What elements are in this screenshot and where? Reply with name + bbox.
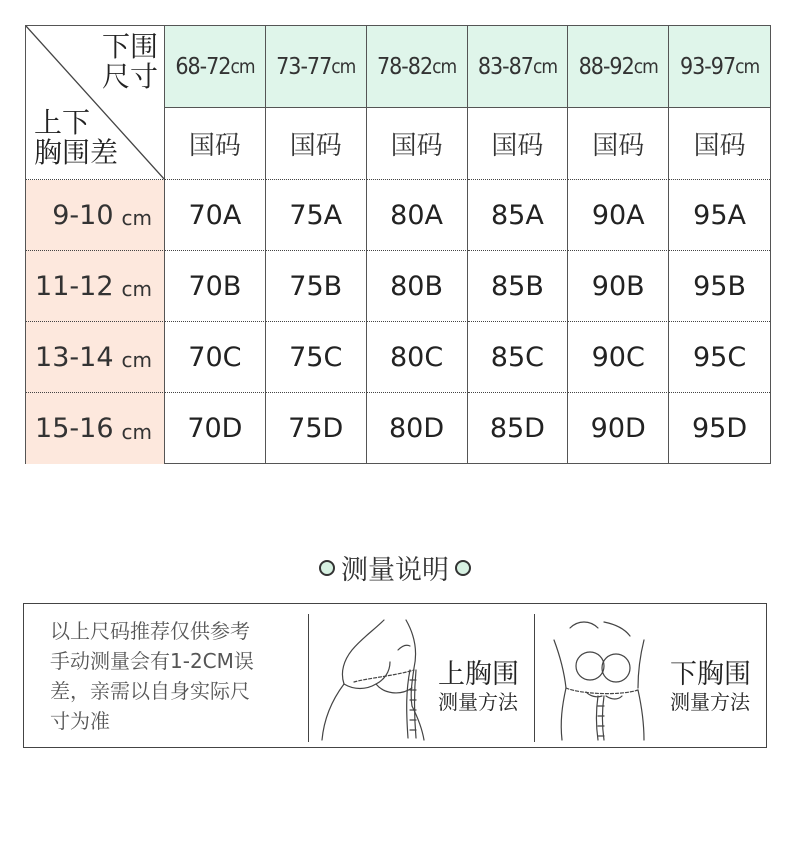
subheader-cell: 国码	[669, 108, 770, 180]
under-bust-title: 下胸围	[670, 659, 751, 690]
subheader-cell: 国码	[568, 108, 669, 180]
note-line: 寸为准	[50, 709, 110, 733]
divider	[534, 614, 535, 742]
size-cell: 95B	[669, 251, 770, 322]
size-cell: 75D	[266, 393, 367, 464]
under-bust-subtitle: 测量方法	[670, 690, 750, 714]
size-cell: 95D	[692, 413, 748, 444]
size-cell: 75B	[266, 251, 367, 322]
corner-header	[26, 26, 165, 180]
size-cell: 85C	[468, 322, 569, 393]
size-cell: 80B	[367, 251, 468, 322]
size-cell: 70D	[165, 393, 266, 464]
under-bust-panel	[540, 610, 770, 744]
upper-bust-panel	[314, 610, 544, 744]
subheader-cell: 国码	[266, 108, 367, 180]
upper-bust-subtitle: 测量方法	[438, 690, 518, 714]
size-cell: 85A	[468, 180, 569, 251]
size-cell: 85B	[468, 251, 569, 322]
section-title-text: 测量说明	[341, 555, 449, 586]
column-header: 68-72 cm	[165, 26, 266, 108]
column-header: 73-77 cm	[266, 26, 367, 108]
subheader-cell: 国码	[165, 108, 266, 180]
circle-bullet-icon	[455, 560, 471, 576]
row-label: 9-10 cm	[26, 180, 165, 251]
size-cell: 80C	[367, 322, 468, 393]
corner-bottom-label	[34, 108, 118, 168]
column-header: 78-82 cm	[367, 26, 468, 108]
size-cell: 95C	[669, 322, 770, 393]
column-header: 93-97 cm	[669, 26, 770, 108]
column-header: 83-87 cm	[468, 26, 569, 108]
corner-top-label	[102, 32, 158, 92]
size-cell: 80D	[367, 393, 468, 464]
under-bust-measure-illustration-icon	[540, 610, 660, 744]
size-cell: 90D	[568, 393, 669, 464]
row-label: 13-14 cm	[26, 322, 165, 393]
size-cell: 70A	[165, 180, 266, 251]
size-cell: 75A	[266, 180, 367, 251]
upper-bust-title: 上胸围	[438, 659, 519, 690]
corner-bottom-line2: 胸围差	[34, 136, 119, 169]
note-line: 手动测量会有1-2CM误	[50, 649, 254, 673]
subheader-cell: 国码	[468, 108, 569, 180]
row-label: 15-16 cm	[26, 393, 165, 464]
disclaimer-note	[50, 616, 290, 736]
size-cell: 90A	[568, 180, 669, 251]
subheader-cell: 国码	[367, 108, 468, 180]
size-cell: 80A	[367, 180, 468, 251]
column-header: 88-92 cm	[568, 26, 669, 108]
note-line: 以上尺码推荐仅供参考	[50, 619, 250, 643]
size-cell: 90B	[568, 251, 669, 322]
section-title	[0, 548, 790, 587]
row-label: 11-12 cm	[26, 251, 165, 322]
upper-bust-measure-illustration-icon	[314, 610, 434, 744]
corner-top-line2: 尺寸	[101, 60, 158, 93]
corner-bottom-line1: 上下	[34, 106, 91, 139]
circle-bullet-icon	[319, 560, 335, 576]
corner-top-line1: 下围	[101, 30, 158, 63]
size-cell: 70C	[165, 322, 266, 393]
size-cell: 70B	[165, 251, 266, 322]
divider	[308, 614, 309, 742]
note-line: 差，亲需以自身实际尺	[50, 679, 250, 703]
size-cell: 95A	[669, 180, 770, 251]
size-chart-table	[25, 25, 771, 464]
size-cell: 85D	[468, 393, 569, 464]
size-cell: 75C	[266, 322, 367, 393]
size-cell: 90C	[568, 322, 669, 393]
measurement-instructions-box	[23, 603, 767, 748]
